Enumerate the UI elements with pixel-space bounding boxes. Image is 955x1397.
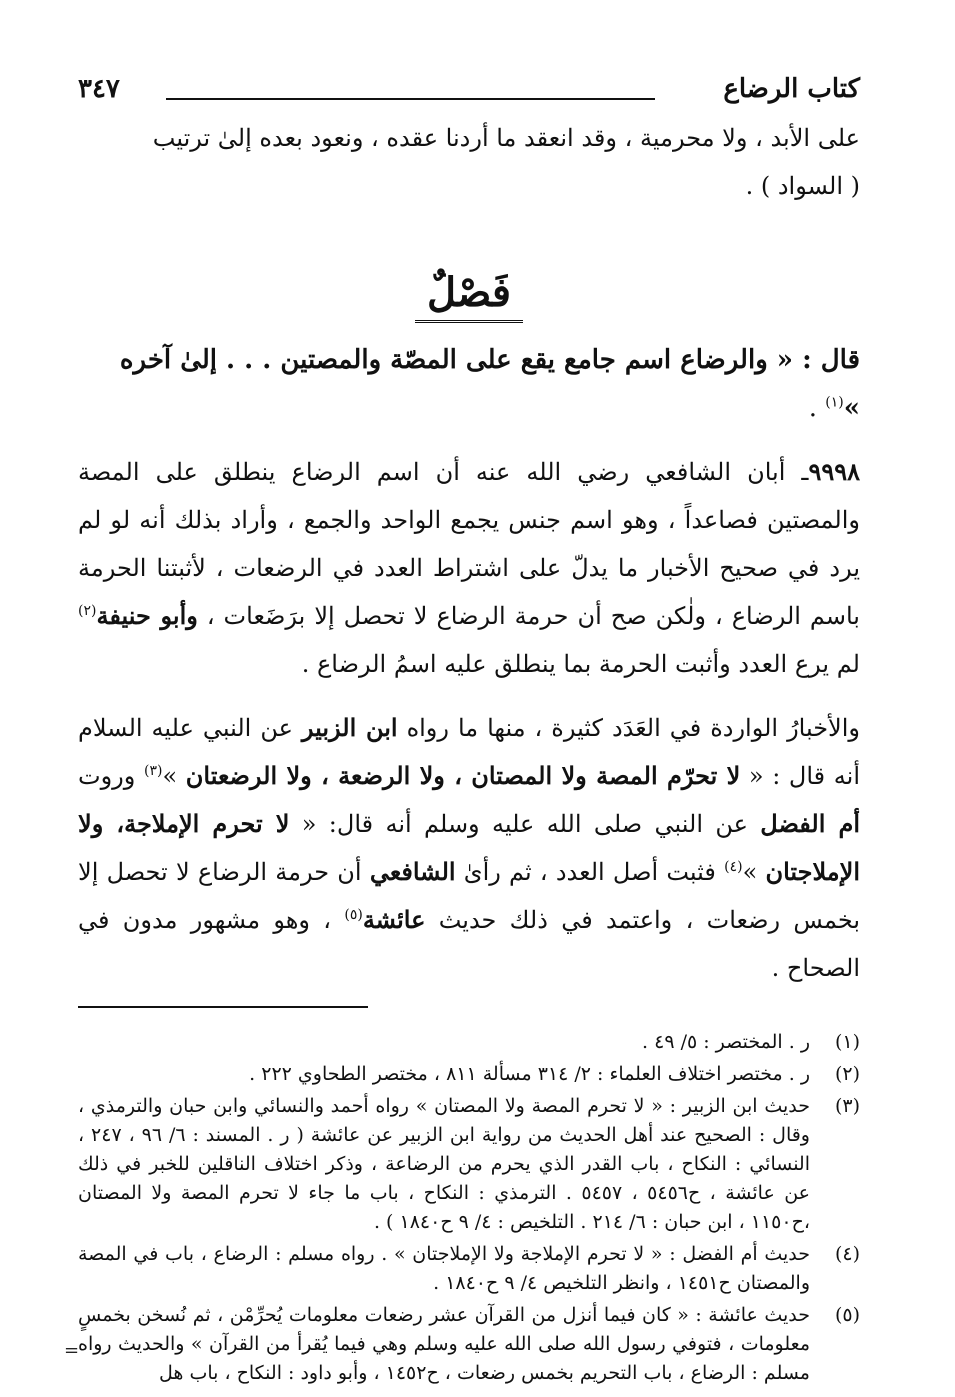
- book-title: كتاب الرضاع: [723, 74, 860, 104]
- text-run: والأخبارُ الواردة في العَدَد كثيرة ، منها ما رواه: [397, 714, 860, 742]
- footnote-ref[interactable]: (٥): [344, 907, 363, 923]
- intro-paragraph: [78, 114, 860, 210]
- intro-line-2: ( السواد ) .: [745, 172, 860, 200]
- hadith-quote: لا تحرم الإملاجة، ولا الإملاجتان: [78, 809, 861, 886]
- intro-line: على الأبد ، ولا محرمية ، وقد انعقد ما أردنا عقده ، ونعود بعده إلىٰ ترتيب: [152, 124, 860, 152]
- continuation-mark: =: [64, 1340, 80, 1361]
- text-run: عن النبي صلى الله عليه وسلم أنه قال: «: [289, 810, 761, 838]
- paragraph-number: ٩٩٩٨: [808, 457, 860, 486]
- name-umm-fadl: أم الفضل: [760, 809, 860, 838]
- text-run: ، وهو مشهور مدون في الصحاح .: [78, 906, 860, 982]
- footnote: [78, 1028, 860, 1057]
- footnote-separator: [78, 1006, 368, 1008]
- running-header: [78, 70, 860, 114]
- footnote-ref[interactable]: (٤): [724, 859, 743, 875]
- footnote-number: (٣): [834, 1095, 860, 1117]
- footnote-text: ر . مختصر اختلاف العلماء : ٢/ ٣١٤ مسألة ٨١١ ، مختصر الطحاوي ٢٢٢ .: [249, 1063, 810, 1085]
- footnote-number: (٢): [834, 1063, 860, 1085]
- footnote-text: حديث عائشة : « كان فيما أنزل من القرآن عشر رضعات معلومات يُحرِّمْن ، ثم نُسخن بخمسٍ معلومات ، فتوفي رسول الله صلى الله عليه وسلم وهي فيما يُقرأ من القرآن » والحديث رواه مسلم : الرضاع ، باب التحريم بخمس رضعات ، ح١٤٥٢ ، وأبو داود : النكاح ، باب هل: [78, 1304, 810, 1384]
- footnote-ref[interactable]: (١): [825, 394, 844, 411]
- footnote: [78, 1092, 860, 1237]
- page: [78, 70, 861, 1384]
- footnote-text: ر . المختصر : ٥/ ٤٩ .: [642, 1031, 810, 1053]
- footnote-ref[interactable]: (٣): [143, 763, 163, 779]
- footnotes: [78, 1028, 860, 1388]
- footnote-number: (١): [834, 1031, 860, 1053]
- text-run: عن النبي عليه السلام أنه قال : «: [78, 714, 860, 790]
- footnote: [78, 1240, 860, 1298]
- hadith-quote: لا تحرّم المصة ولا المصتان ، ولا الرضعة ، ولا الرضعتان: [185, 761, 741, 790]
- text-run: فثبت أصل العدد ، ثم رأىٰ: [455, 858, 725, 886]
- quoted-text-line: [78, 336, 860, 432]
- section-heading: [78, 266, 860, 330]
- paragraph-9998: [78, 448, 860, 688]
- text-run: وروت: [78, 762, 144, 790]
- footnote-number: (٥): [834, 1304, 860, 1326]
- header-rule: [166, 98, 655, 100]
- footnote: [78, 1301, 860, 1388]
- paragraph-hadith: [78, 704, 860, 992]
- footnote-number: (٤): [834, 1243, 860, 1265]
- quoted-text: قال : « والرضاع اسم جامع يقع على المصّة والمصتين . . . إلىٰ آخره »: [119, 345, 860, 423]
- footnote-ref[interactable]: (٢): [78, 603, 97, 619]
- section-heading-ornament: فَصْلٌ: [415, 266, 523, 323]
- footnote: [78, 1060, 860, 1089]
- text-run: ـ أبان الشافعي رضي الله عنه أن اسم الرضاع ينطلق على المصة والمصتين فصاعداً ، وهو اسم جنس يجمع الواحد والجمع ، وأراد بذلك أنه لو لم يرد في صحيح الأخبار ما يدلّ على اشتراط العدد في الرضعات ، لأثبتنا الحرمة باسم الرضاع ، ولٰكن صح أن حرمة الرضاع لا تحصل إلا برَضَعات ،: [78, 458, 860, 630]
- name-ibn-zubayr: ابن الزبير: [301, 713, 398, 742]
- name-abu-hanifa: وأبو حنيفة: [96, 601, 198, 630]
- text-run: »: [742, 858, 766, 886]
- text-run: أن حرمة الرضاع لا تحصل إلا بخمس رضعات ، واعتمد في ذلك حديث: [78, 858, 861, 934]
- footnote-text: حديث ابن الزبير : « لا تحرم المصة ولا المصتان » رواه أحمد والنسائي وابن حبان والترمذي ، وقال : الصحيح عند أهل الحديث من رواية ابن الزبير عن عائشة ( ر . المسند : ٦/ ٩٦ ، ٢٤٧ ، النسائي : النكاح ، باب القدر الذي يحرم من الرضاعة ، وذكر اختلاف الناقلين للخبر في ذلك عن عائشة ، ح٥٤٥٦ ، ٥٤٥٧ . الترمذي : النكاح ، باب ما جاء لا تحرم المصة ولا المصتان ،ح١١٥٠ ، ابن حبان : ٦/ ٢١٤ . التلخيص : ٤/ ٩ ح١٨٤٠ ) .: [78, 1095, 810, 1233]
- text-run: »: [162, 762, 186, 790]
- name-shafii: الشافعي: [369, 857, 456, 886]
- text-run: لم يرع العدد وأثبت الحرمة بما ينطلق عليه اسمُ الرضاع .: [301, 650, 860, 678]
- page-number: ٣٤٧: [78, 74, 120, 104]
- quoted-text-end: .: [808, 393, 826, 423]
- name-aisha: عائشة: [362, 905, 426, 934]
- footnote-text: حديث أم الفضل : « لا تحرم الإملاجة ولا الإملاجتان » . رواه مسلم : الرضاع ، باب في المصة والمصتان ح١٤٥١ ، وانظر التلخيص ٤/ ٩ ح١٨٤٠ .: [78, 1243, 810, 1294]
